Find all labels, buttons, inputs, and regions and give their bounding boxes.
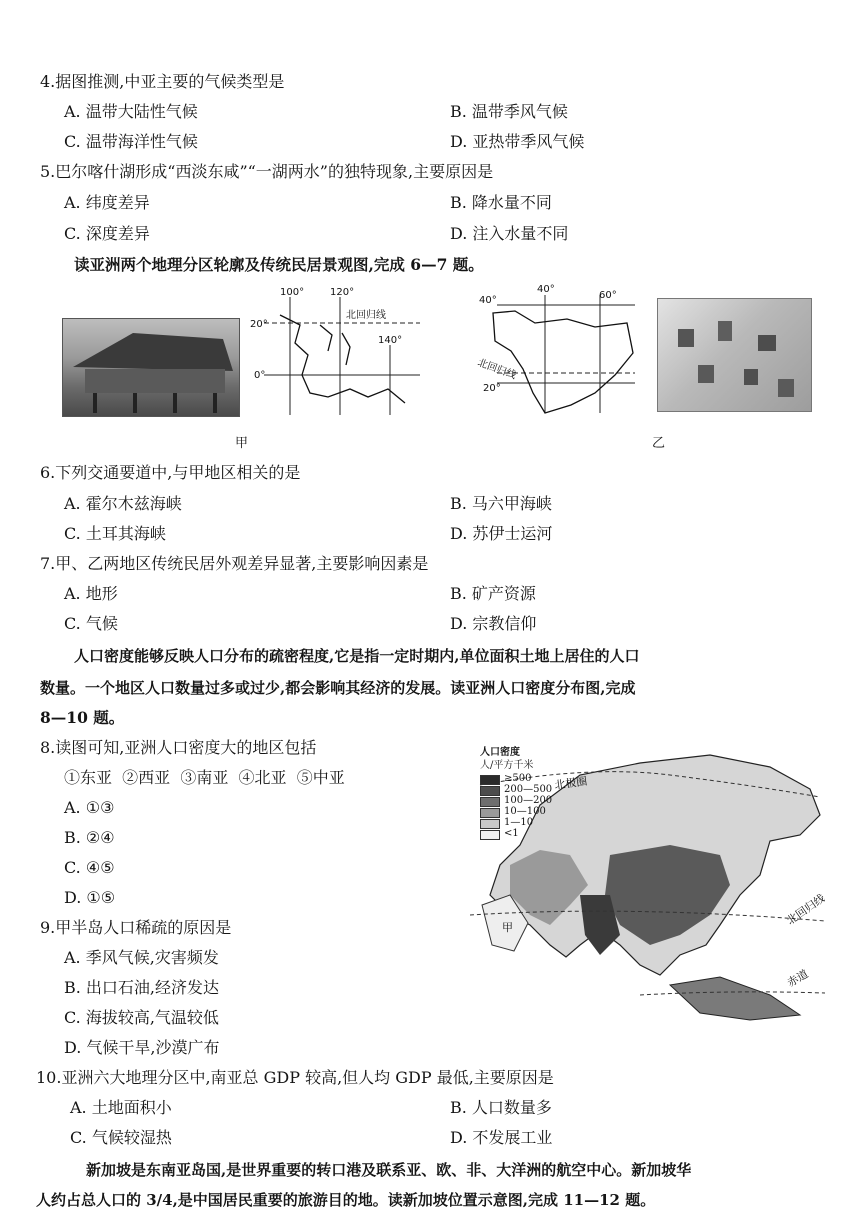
yi-tropic-label: 北回归线 — [475, 357, 518, 382]
q6-stem: 6.下列交通要道中,与甲地区相关的是 — [40, 463, 301, 482]
yi-lon-60: 60° — [599, 290, 617, 301]
tropic-label: 北回归线 — [784, 891, 825, 928]
legend-unit: 人/平方千米 — [480, 760, 534, 771]
legend-swatch — [480, 819, 500, 829]
q8-stem: 8.读图可知,亚洲人口密度大的地区包括 — [40, 738, 317, 757]
q5-option-c[interactable]: C. 深度差异 — [64, 224, 150, 243]
q6-option-d[interactable]: D. 苏伊士运河 — [450, 524, 553, 543]
q5-option-d[interactable]: D. 注入水量不同 — [450, 224, 569, 243]
q10-option-d[interactable]: D. 不发展工业 — [450, 1128, 553, 1147]
asia-population-density-map — [470, 745, 825, 1030]
q4-option-d[interactable]: D. 亚热带季风气候 — [450, 132, 585, 151]
q6-option-a[interactable]: A. 霍尔木兹海峡 — [64, 494, 182, 513]
intro-6-7: 读亚洲两个地理分区轮廓及传统民居景观图,完成 6—7 题。 — [74, 255, 484, 274]
q7-option-a[interactable]: A. 地形 — [64, 584, 118, 603]
q4-option-c[interactable]: C. 温带海洋性气候 — [64, 132, 198, 151]
legend-swatch — [480, 786, 500, 796]
stilt-house-photo — [62, 318, 240, 417]
yi-lat-40: 40° — [479, 295, 497, 306]
intro-8-10-line1: 人口密度能够反映人口分布的疏密程度,它是指一定时期内,单位面积土地上居住的人口 — [74, 647, 640, 665]
q7-option-c[interactable]: C. 气候 — [64, 614, 118, 633]
legend-swatch — [480, 775, 500, 785]
figure-jia-caption: 甲 — [235, 436, 249, 451]
q8-option-d[interactable]: D. ①⑤ — [64, 888, 116, 907]
intro-8-10-line2: 数量。一个地区人口数量过多或过少,都会影响其经济的发展。读亚洲人口密度分布图,完成 — [40, 679, 636, 697]
q8-option-a[interactable]: A. ①③ — [64, 798, 115, 817]
q7-option-d[interactable]: D. 宗教信仰 — [450, 614, 537, 633]
q8-option-b[interactable]: B. ②④ — [64, 828, 115, 847]
jia-lat-0: 0° — [254, 370, 266, 381]
yi-lon-40: 40° — [537, 284, 555, 295]
jia-lon-140: 140° — [378, 335, 403, 346]
intro-11-12-line2: 人约占总人口的 3/4,是中国居民重要的旅游目的地。读新加坡位置示意图,完成 11—12 题。 — [36, 1191, 656, 1209]
q4-option-b[interactable]: B. 温带季风气候 — [450, 102, 568, 121]
q10-option-c[interactable]: C. 气候较湿热 — [70, 1128, 172, 1147]
legend-title: 人口密度 — [480, 747, 520, 758]
q4-option-a[interactable]: A. 温带大陆性气候 — [64, 102, 198, 121]
southeast-asia-outline-map — [250, 285, 425, 420]
q9-option-d[interactable]: D. 气候干旱,沙漠广布 — [64, 1038, 220, 1057]
intro-8-10-line3: 8—10 题。 — [40, 708, 125, 727]
q9-stem: 9.甲半岛人口稀疏的原因是 — [40, 918, 232, 937]
intro-11-12-line1: 新加坡是东南亚岛国,是世界重要的转口港及联系亚、欧、非、大洋洲的航空中心。新加坡华 — [86, 1161, 692, 1179]
q9-option-b[interactable]: B. 出口石油,经济发达 — [64, 978, 220, 997]
jia-lon-100: 100° — [280, 287, 305, 298]
q10-option-a[interactable]: A. 土地面积小 — [70, 1098, 172, 1117]
legend-label: ≥500 — [504, 773, 532, 784]
jia-lat-20: 20° — [250, 319, 268, 330]
q9-option-a[interactable]: A. 季风气候,灾害频发 — [64, 948, 219, 967]
west-asia-outline-map — [475, 283, 645, 421]
jia-lon-120: 120° — [330, 287, 355, 298]
legend-swatch — [480, 797, 500, 807]
q10-option-b[interactable]: B. 人口数量多 — [450, 1098, 552, 1117]
legend-label: 1—10 — [504, 817, 534, 828]
q9-option-c[interactable]: C. 海拔较高,气温较低 — [64, 1008, 219, 1027]
q5-option-b[interactable]: B. 降水量不同 — [450, 193, 552, 212]
q6-option-c[interactable]: C. 土耳其海峡 — [64, 524, 166, 543]
jia-tropic-label: 北回归线 — [346, 310, 386, 321]
arctic-circle-label: 北极圈 — [553, 774, 589, 792]
legend-swatch — [480, 830, 500, 840]
q4-stem: 4.据图推测,中亚主要的气候类型是 — [40, 72, 285, 91]
legend-label: 10—100 — [504, 806, 546, 817]
q7-option-b[interactable]: B. 矿产资源 — [450, 584, 536, 603]
jia-peninsula-label: 甲 — [502, 921, 513, 934]
legend-label: 100—200 — [504, 795, 553, 806]
q5-stem: 5.巴尔喀什湖形成“西淡东咸”“一湖两水”的独特现象,主要原因是 — [40, 162, 494, 181]
equator-label: 赤道 — [785, 967, 811, 990]
legend-label: 200—500 — [504, 784, 553, 795]
legend-swatch — [480, 808, 500, 818]
legend-label: <1 — [504, 828, 519, 839]
q6-option-b[interactable]: B. 马六甲海峡 — [450, 494, 552, 513]
q7-stem: 7.甲、乙两地区传统民居外观差异显著,主要影响因素是 — [40, 554, 429, 573]
cave-dwelling-photo — [657, 298, 812, 412]
yi-lat-20: 20° — [483, 383, 501, 394]
q5-option-a[interactable]: A. 纬度差异 — [64, 193, 150, 212]
q10-stem: 10.亚洲六大地理分区中,南亚总 GDP 较高,但人均 GDP 最低,主要原因是 — [36, 1068, 554, 1087]
q8-option-c[interactable]: C. ④⑤ — [64, 858, 115, 877]
figure-yi-caption: 乙 — [652, 436, 666, 451]
q8-items: ①东亚 ②西亚 ③南亚 ④北亚 ⑤中亚 — [64, 768, 345, 787]
